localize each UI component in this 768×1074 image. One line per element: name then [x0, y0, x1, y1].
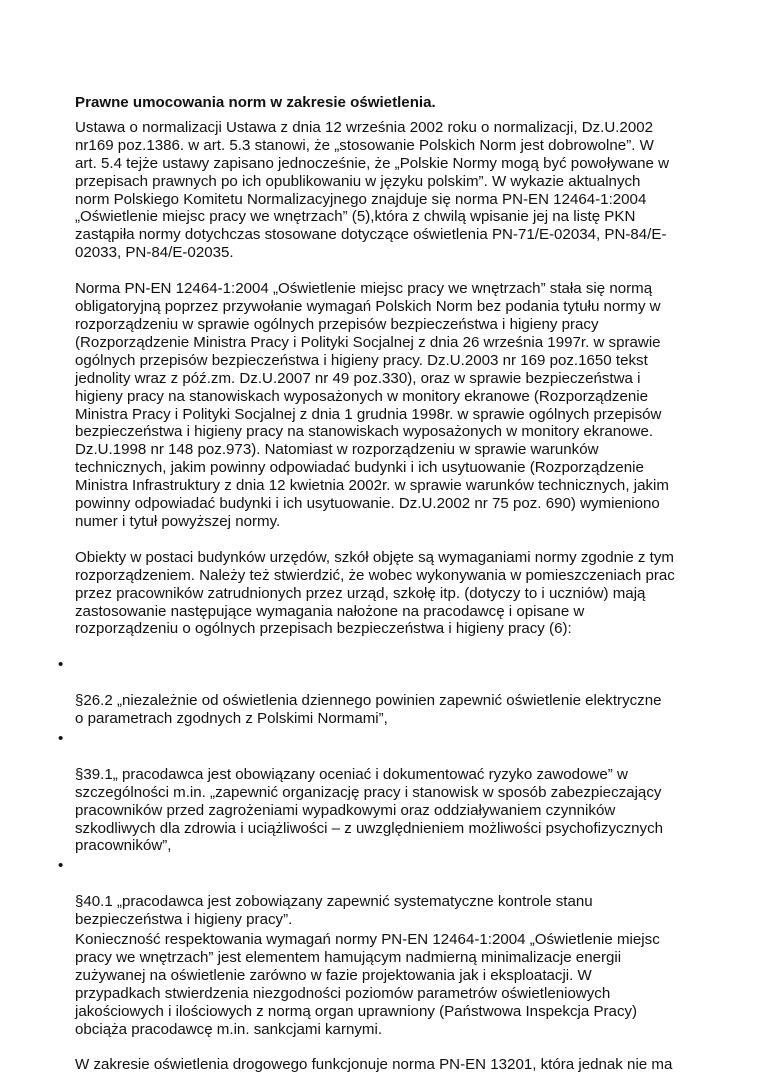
- list-item-text: §26.2 „niezależnie od oświetlenia dziennego powinien zapewnić oświetlenie elektryczne o parametrach zgodnych z Polskimi Normami”,: [75, 692, 662, 728]
- paragraph-public-buildings: Obiekty w postaci budynków urzędów, szkół objęte są wymaganiami normy zgodnie z tym rozporządzeniem. Należy też stwierdzić, że wobec wykonywania w pomieszczeniach prac przez pracowników zatrudnionych przez urząd, szkołę itp. (dotyczy to i uczniów) mają zastosowanie następujące wymagania nałożone na pracodawcę i opisane w rozporządzeniu o ogólnych przepisach bezpieczeństwa i higieny pracy (6):: [75, 548, 675, 638]
- list-item-text: §40.1 „pracodawca jest zobowiązany zapewnić systematyczne kontrole stanu bezpieczeństwa i higieny pracy”.: [75, 893, 593, 929]
- paragraph-normalization-act: Ustawa o normalizacji Ustawa z dnia 12 września 2002 roku o normalizacji, Dz.U.2002 nr169 poz.1386. w art. 5.3 stanowi, że „stosowanie Polskich Norm jest dobrowolne”. W art. 5.4 tejże ustawy zapisano jednocześnie, że „Polskie Normy mogą być powoływane w przepisach prawnych po ich opublikowaniu w języku polskim”. W wykazie aktualnych norm Polskiego Komitetu Normalizacyjnego znajduje się norma PN-EN 12464-1:2004 „Oświetlenie miejsc pracy we wnętrzach” (5),która z chwilą wpisanie jej na listę PKN zastąpiła normy dotychczas stosowane dotyczące oświetlenia PN-71/E-02034, PN-84/E- 02033, PN-84/E-02035.: [75, 118, 669, 262]
- list-item: [58, 730, 695, 855]
- bullet-marker: •: [58, 656, 64, 674]
- bullet-marker: •: [58, 730, 64, 747]
- paragraph-spacer: [75, 1038, 695, 1056]
- paragraph-spacer: [75, 638, 695, 656]
- paragraph-compliance: Konieczność respektowania wymagań normy PN-EN 12464-1:2004 „Oświetlenie miejsc pracy we wnętrzach” jest elementem hamującym nadmierną minimalizacje energii zużywanej na oświetlenie zarówno w fazie projektowania jak i eksploatacji. W przypadkach stwierdzenia niezgodności poziomów parametrów oświetleniowych jakościowych i ilościowych z normą organ uprawniony (Państwowa Inspekcja Pracy) obciąża pracodawcę m.in. sankcjami karnymi.: [75, 930, 660, 1038]
- paragraph-road-lighting: W zakresie oświetlenia drogowego funkcjonuje norma PN-EN 13201, która jednak nie ma: [75, 1056, 673, 1074]
- list-item: [58, 857, 695, 929]
- document-body: [58, 94, 695, 1074]
- list-item-text: §39.1„ pracodawca jest obowiązany oceniać i dokumentować ryzyko zawodowe” w szczególności m.in. „zapewnić organizację pracy i stanowisk w sposób zabezpieczający pracowników przed zagrożeniami wypadkowymi oraz oddziaływaniem czynników szkodliwych dla zdrowia i uciążliwości – z uwzględnieniem możliwości psychofizycznych pracowników”,: [75, 765, 664, 855]
- paragraph-obligatory-standard: Norma PN-EN 12464-1:2004 „Oświetlenie miejsc pracy we wnętrzach” stała się normą obligatoryjną poprzez przywołanie wymagań Polskich Norm bez podania tytułu normy w rozporządzeniu w sprawie ogólnych przepisów bezpieczeństwa i higieny pracy (Rozporządzenie Ministra Pracy i Polityki Socjalnej z dnia 26 września 1997r. w sprawie ogólnych przepisów bezpieczeństwa i higieny pracy. Dz.U.2003 nr 169 poz.1650 tekst jednolity wraz z póź.zm. Dz.U.2007 nr 49 poz.330), oraz w sprawie bezpieczeństwa i higieny pracy na stanowiskach wyposażonych w monitory ekranowe (Rozporządzenie Ministra Pracy i Polityki Socjalnej z dnia 1 grudnia 1998r. w sprawie ogólnych przepisów bezpieczeństwa i higieny pracy na stanowiskach wyposażonych w monitory ekranowe. Dz.U.1998 nr 148 poz.973). Natomiast w rozporządzeniu w sprawie warunków technicznych, jakim powinny odpowiadać budynki i ich usytuowanie (Rozporządzenie Ministra Infrastruktury z dnia 12 kwietnia 2002r. w sprawie warunków technicznych, jakim powinny odpowiadać budynki i ich usytuowanie. Dz.U.2002 nr 75 poz. 690) wymieniono numer i tytuł powyższej normy.: [75, 280, 669, 530]
- list-item: [58, 656, 695, 728]
- paragraph-spacer: [75, 262, 695, 280]
- requirements-list: [58, 656, 695, 929]
- document-title: Prawne umocowania norm w zakresie oświetlenia.: [75, 94, 436, 111]
- bullet-marker: •: [58, 857, 64, 875]
- paragraph-spacer: [75, 531, 695, 549]
